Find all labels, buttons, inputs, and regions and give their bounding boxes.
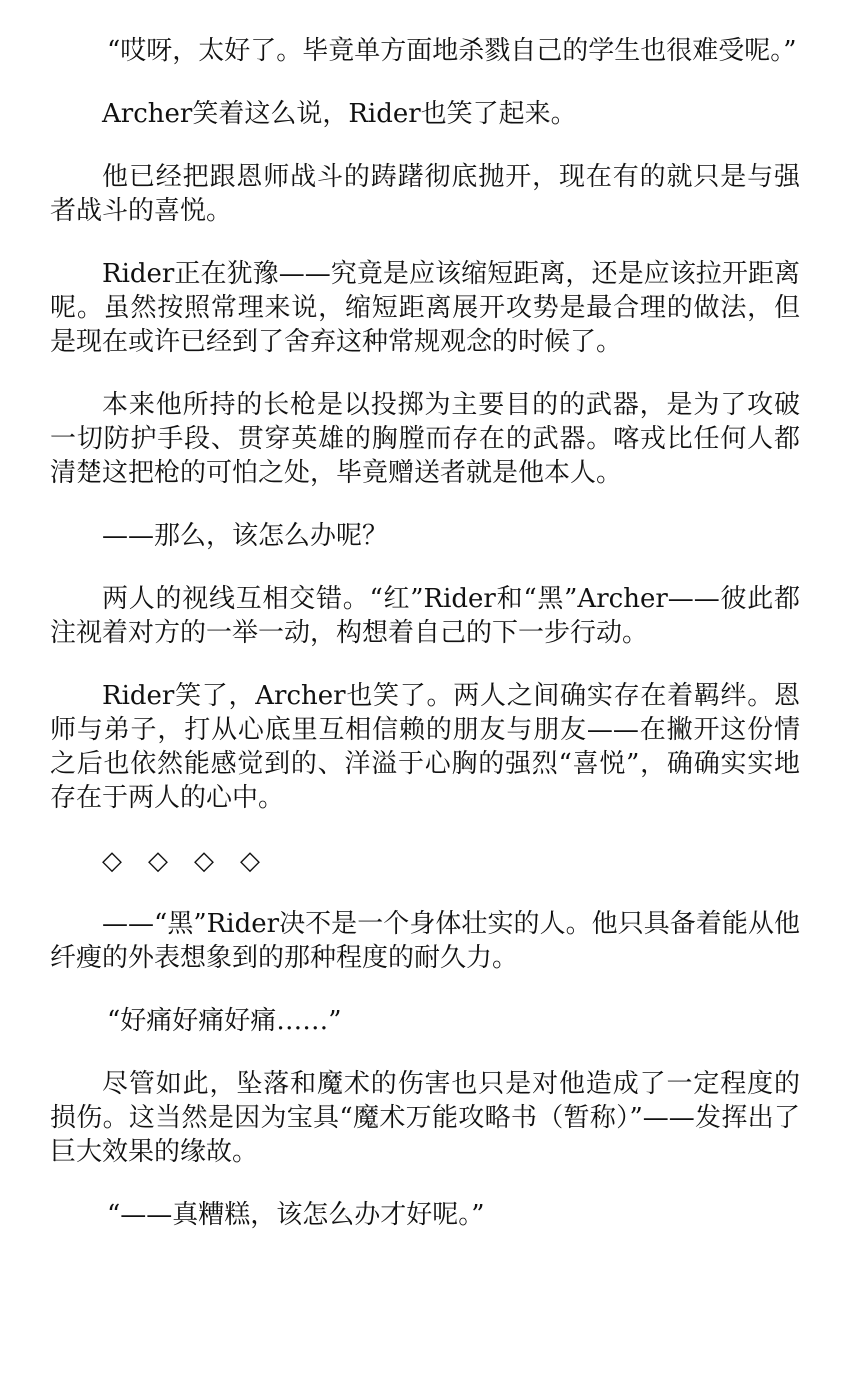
paragraph-6: ——那么，该怎么办呢？ <box>102 521 389 551</box>
paragraph-10: “好痛好痛好痛……” <box>107 1006 342 1036</box>
paragraph-9: ——“黑”Rider决不是一个身体壮实的人。他只具备着能从他纤瘦的外表想象到的那种程度的耐久力。 <box>50 909 800 973</box>
paragraph-2: Archer笑着这么说，Rider也笑了起来。 <box>102 99 577 129</box>
paragraph-7: 两人的视线互相交错。“红”Rider和“黑”Archer——彼此都注视着对方的一举一动，构想着自己的下一步行动。 <box>50 584 800 648</box>
paragraph-5: 本来他所持的长枪是以投掷为主要目的的武器，是为了攻破一切防护手段、贯穿英雄的胸膛而存在的武器。喀戎比任何人都清楚这把枪的可怕之处，毕竟赠送者就是他本人。 <box>50 390 800 488</box>
paragraph-12: “——真糟糕，该怎么办才好呢。” <box>107 1200 485 1230</box>
paragraph-11: 尽管如此，坠落和魔术的伤害也只是对他造成了一定程度的损伤。这当然是因为宝具“魔术万能攻略书（暂称）”——发挥出了巨大效果的缘故。 <box>50 1069 800 1167</box>
scene-separator: ◇ ◇ ◇ ◇ <box>102 846 260 876</box>
paragraph-8: Rider笑了，Archer也笑了。两人之间确实存在着羁绊。恩师与弟子，打从心底里互相信赖的朋友与朋友——在撇开这份情之后也依然能感觉到的、洋溢于心胸的强烈“喜悦”，确确实实地存在于两人的心中。 <box>50 681 800 813</box>
paragraph-1: “哎呀，太好了。毕竟单方面地杀戮自己的学生也很难受呢。” <box>107 36 797 66</box>
paragraph-4: Rider正在犹豫——究竟是应该缩短距离，还是应该拉开距离呢。虽然按照常理来说，缩短距离展开攻势是最合理的做法，但是现在或许已经到了舍弃这种常规观念的时候了。 <box>50 259 800 357</box>
paragraph-3: 他已经把跟恩师战斗的踌躇彻底抛开，现在有的就只是与强者战斗的喜悦。 <box>50 162 800 226</box>
